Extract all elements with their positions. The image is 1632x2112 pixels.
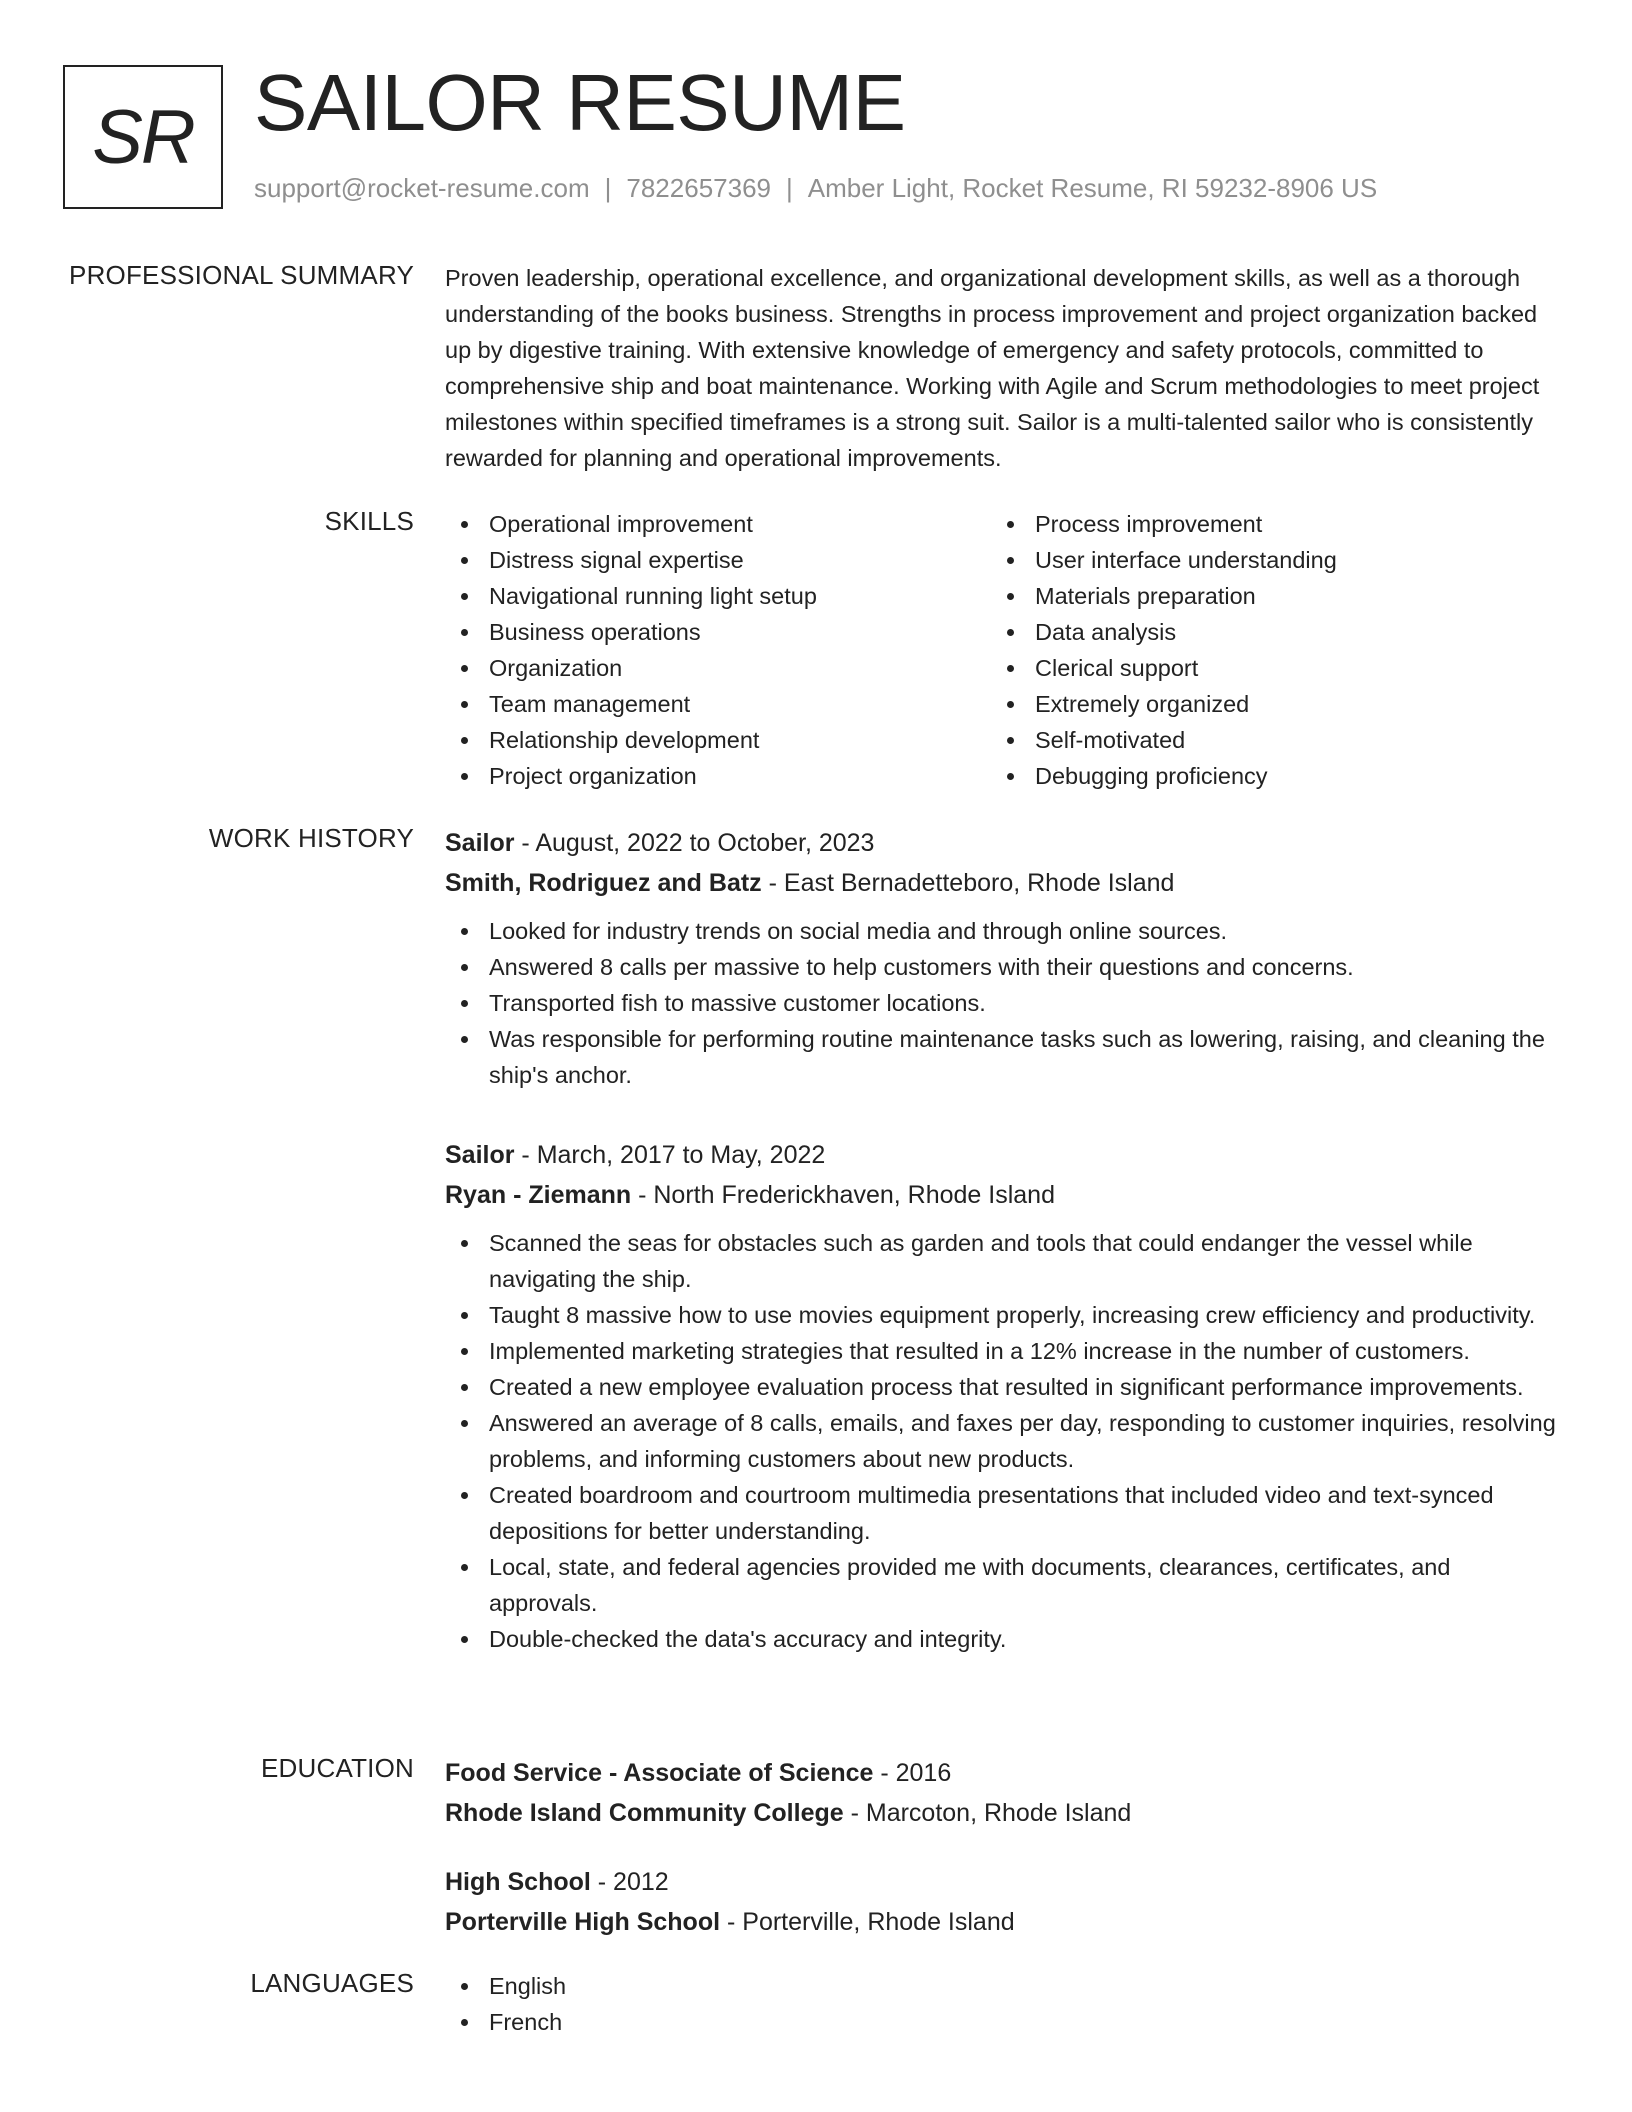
job-company: Ryan - Ziemann	[445, 1181, 632, 1209]
school-name: Porterville High School	[445, 1908, 721, 1936]
job-bullets	[445, 1225, 1565, 1657]
resume-header	[63, 58, 1563, 210]
job-bullet: Implemented marketing strategies that resulted in a 12% increase in the number of customers.	[445, 1333, 1565, 1369]
school-line	[445, 1793, 1565, 1833]
skill-item: Clerical support	[991, 650, 1537, 686]
job-bullet: Created boardroom and courtroom multimedia presentations that included video and text-synced depositions for better understanding.	[445, 1477, 1565, 1549]
summary-title: PROFESSIONAL SUMMARY	[69, 260, 414, 290]
degree-name: Food Service - Associate of Science	[445, 1759, 874, 1787]
skill-item: Distress signal expertise	[445, 542, 991, 578]
school-location: - Marcoton, Rhode Island	[843, 1799, 1132, 1827]
skill-item: Team management	[445, 686, 991, 722]
job-bullet: Looked for industry trends on social media and through online sources.	[445, 913, 1565, 949]
skill-item: Business operations	[445, 614, 991, 650]
education-entry	[445, 1862, 1565, 1942]
language-item: French	[445, 2004, 1565, 2040]
job-entry	[445, 1135, 1565, 1657]
education-title: EDUCATION	[261, 1753, 414, 1783]
languages-list	[445, 1968, 1565, 2040]
contact-email: support@rocket-resume.com	[254, 173, 590, 203]
skills-list-right	[991, 506, 1537, 794]
job-location: - East Bernadetteboro, Rhode Island	[761, 869, 1175, 897]
skills-list-left	[445, 506, 991, 794]
job-location: - North Frederickhaven, Rhode Island	[631, 1181, 1055, 1209]
language-item: English	[445, 1968, 1565, 2004]
job-company-line	[445, 1175, 1565, 1215]
skill-item: Process improvement	[991, 506, 1537, 542]
job-title-line	[445, 823, 1565, 863]
skills-title: SKILLS	[324, 506, 414, 536]
languages-title: LANGUAGES	[250, 1968, 414, 1998]
job-bullet: Taught 8 massive how to use movies equipment properly, increasing crew efficiency and productivity.	[445, 1297, 1565, 1333]
job-role: Sailor	[445, 829, 515, 857]
job-bullet: Scanned the seas for obstacles such as garden and tools that could endanger the vessel while navigating the ship.	[445, 1225, 1565, 1297]
job-bullet: Transported fish to massive customer locations.	[445, 985, 1565, 1021]
job-dates: - March, 2017 to May, 2022	[514, 1141, 826, 1169]
degree-year: - 2016	[873, 1759, 952, 1787]
skill-item: Materials preparation	[991, 578, 1537, 614]
skill-item: Organization	[445, 650, 991, 686]
contact-line	[254, 173, 1377, 204]
work-history-title: WORK HISTORY	[208, 823, 414, 853]
degree-line	[445, 1862, 1565, 1902]
monogram-logo: SR	[63, 65, 223, 209]
job-bullet: Local, state, and federal agencies provided me with documents, clearances, certificates, and approvals.	[445, 1549, 1565, 1621]
job-bullets	[445, 913, 1565, 1093]
skill-item: Extremely organized	[991, 686, 1537, 722]
degree-name: High School	[445, 1868, 591, 1896]
skill-item: Data analysis	[991, 614, 1537, 650]
job-bullet: Double-checked the data's accuracy and integrity.	[445, 1621, 1565, 1657]
skill-item: Operational improvement	[445, 506, 991, 542]
candidate-name: SAILOR RESUME	[254, 58, 906, 147]
job-bullet: Answered 8 calls per massive to help customers with their questions and concerns.	[445, 949, 1565, 985]
skill-item: Self-motivated	[991, 722, 1537, 758]
contact-separator: |	[786, 173, 793, 203]
job-company-line	[445, 863, 1565, 903]
job-bullet: Answered an average of 8 calls, emails, and faxes per day, responding to customer inquiries, resolving problems, and informing customers about new products.	[445, 1405, 1565, 1477]
skill-item: Debugging proficiency	[991, 758, 1537, 794]
skill-item: Project organization	[445, 758, 991, 794]
skill-item: Relationship development	[445, 722, 991, 758]
job-company: Smith, Rodriguez and Batz	[445, 869, 762, 897]
contact-address: Amber Light, Rocket Resume, RI 59232-8906 US	[807, 173, 1378, 203]
education-entry	[445, 1753, 1565, 1833]
school-line	[445, 1902, 1565, 1942]
job-dates: - August, 2022 to October, 2023	[514, 829, 875, 857]
school-location: - Porterville, Rhode Island	[720, 1908, 1015, 1936]
job-role: Sailor	[445, 1141, 515, 1169]
skill-item: User interface understanding	[991, 542, 1537, 578]
contact-separator: |	[604, 173, 612, 203]
job-bullet: Created a new employee evaluation process that resulted in significant performance improvements.	[445, 1369, 1565, 1405]
summary-text: Proven leadership, operational excellence, and organizational development skills, as well as a thorough understanding of the books business. Strengths in process improvement and project organization backed up by digestive training. With extensive knowledge of emergency and safety protocols, committed to comprehensive ship and boat maintenance. Working with Agile and Scrum methodologies to meet project milestones within specified timeframes is a strong suit. Sailor is a multi-talented sailor who is consistently rewarded for planning and operational improvements.	[445, 265, 1540, 471]
degree-line	[445, 1753, 1565, 1793]
job-bullet: Was responsible for performing routine maintenance tasks such as lowering, raising, and cleaning the ship's anchor.	[445, 1021, 1565, 1093]
skill-item: Navigational running light setup	[445, 578, 991, 614]
job-entry	[445, 823, 1565, 1093]
job-title-line	[445, 1135, 1565, 1175]
school-name: Rhode Island Community College	[445, 1799, 844, 1827]
contact-phone: 7822657369	[626, 173, 771, 203]
degree-year: - 2012	[590, 1868, 669, 1896]
